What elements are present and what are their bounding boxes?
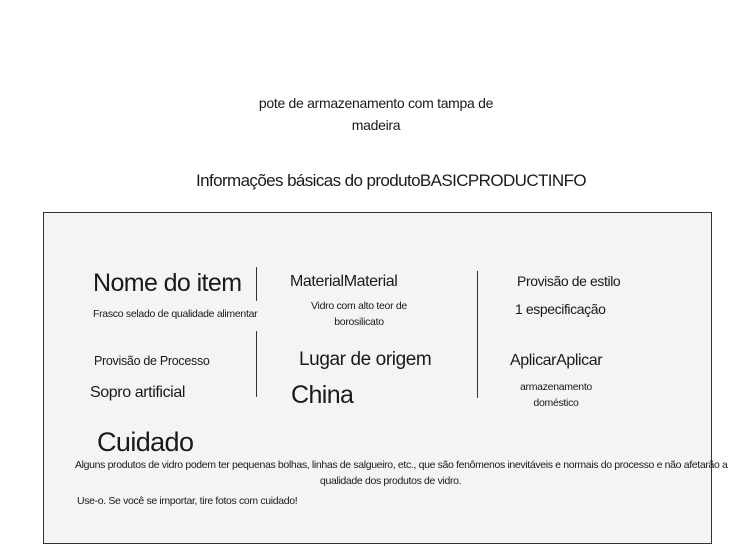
care-note-line2: qualidade dos produtos de vidro. bbox=[320, 475, 462, 487]
origin-label: Lugar de origem bbox=[299, 349, 432, 370]
process-label: Provisão de Processo bbox=[94, 354, 210, 368]
section-title: Informações básicas do produtoBASICPRODUCTINFO bbox=[196, 171, 586, 190]
style-label: Provisão de estilo bbox=[517, 273, 621, 289]
column-divider bbox=[256, 331, 257, 397]
process-value: Sopro artificial bbox=[90, 384, 185, 401]
product-subtitle: pote de armazenamento com tampa de madeira bbox=[258, 95, 494, 133]
material-label: MaterialMaterial bbox=[290, 273, 398, 290]
material-value: Vidro com alto teor de borosilicato bbox=[311, 300, 407, 328]
origin-value: China bbox=[291, 381, 354, 409]
care-note-line3: Use-o. Se você se importar, tire fotos com cuidado! bbox=[77, 495, 298, 507]
item-name-value: Frasco selado de qualidade alimentar bbox=[93, 308, 258, 320]
item-name-label: Nome do item bbox=[93, 269, 242, 297]
care-note-line1: Alguns produtos de vidro podem ter pequenas bolhas, linhas de salgueiro, etc., que são fenômenos inevitáveis e normais do processo e não afetarão a bbox=[75, 459, 728, 471]
apply-label: AplicarAplicar bbox=[510, 352, 603, 369]
style-value: 1 especificação bbox=[515, 301, 606, 317]
apply-value: armazenamento doméstico bbox=[520, 381, 592, 409]
column-divider bbox=[477, 271, 478, 398]
care-title: Cuidado bbox=[97, 427, 194, 457]
column-divider bbox=[256, 267, 257, 301]
